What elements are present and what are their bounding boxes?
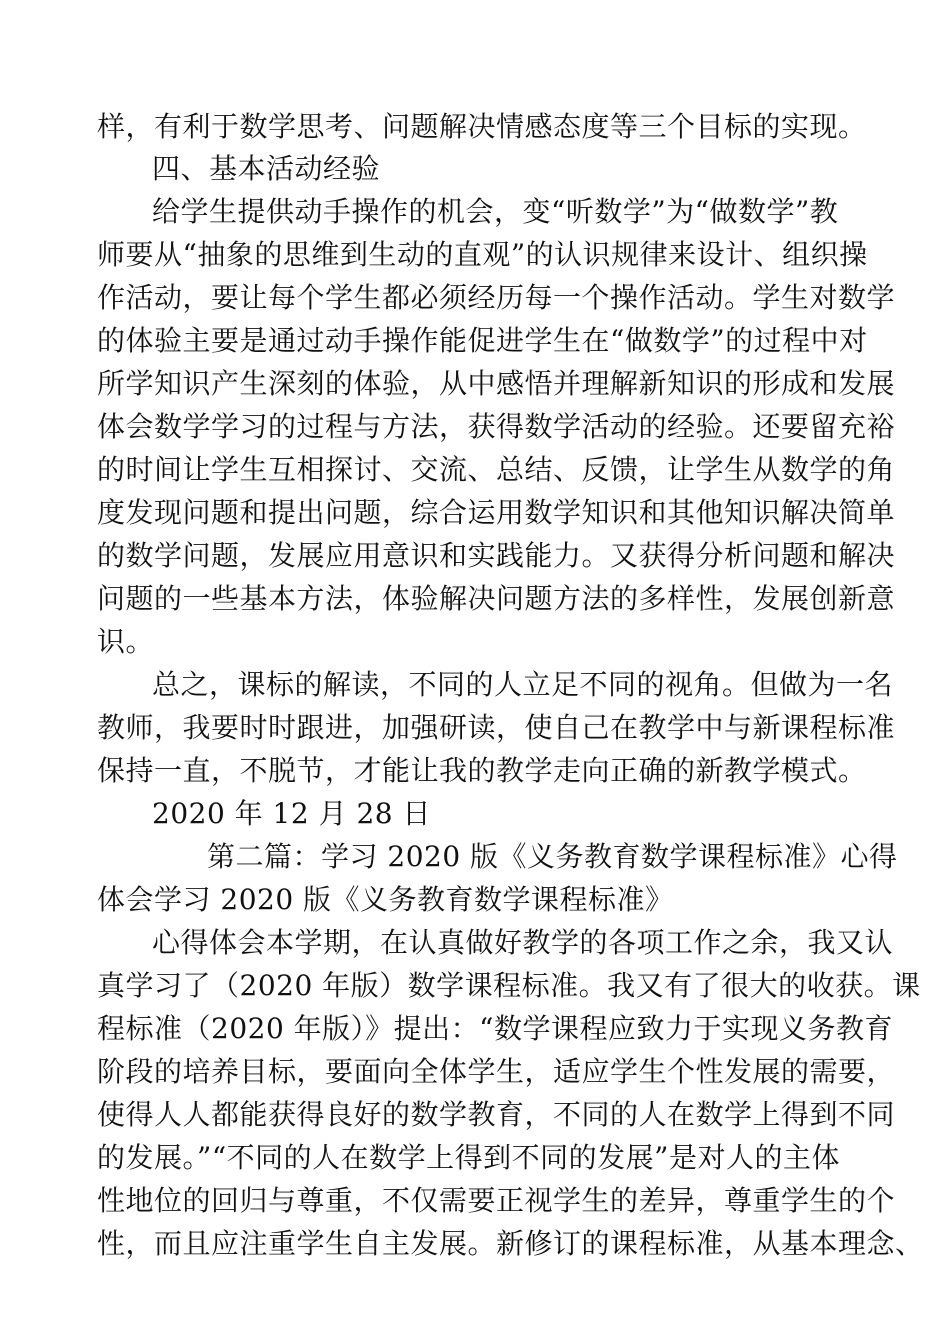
text-line: 心得体会本学期，在认真做好教学的各项工作之余，我又认	[152, 926, 894, 959]
text-line: 的发展。”“不同的人在数学上得到不同的发展”是对人的主体	[97, 1141, 840, 1174]
text-line: 总之，课标的解读，不同的人立足不同的视角。但做为一名	[152, 668, 894, 701]
text-line: 度发现问题和提出问题，综合运用数学知识和其他知识解决简单	[97, 496, 896, 529]
text-line: 的数学问题，发展应用意识和实践能力。又获得分析问题和解决	[97, 539, 896, 572]
section-heading: 四、基本活动经验	[152, 152, 381, 185]
text-line: 给学生提供动手操作的机会，变“听数学”为“做数学”教	[152, 195, 839, 228]
text-line: 识。	[97, 625, 155, 658]
text-line: 使得人人都能获得良好的数学教育，不同的人在数学上得到不同	[97, 1098, 896, 1131]
article-title-continued: 体会学习 2020 版《义务教育数学课程标准》	[97, 883, 674, 916]
text-line: 程标准（2020 年版）》提出：“数学课程应致力于实现义务教育	[97, 1012, 893, 1045]
text-line: 性地位的回归与尊重，不仅需要正视学生的差异，尊重学生的个	[97, 1184, 896, 1217]
text-line: 阶段的培养目标，要面向全体学生，适应学生个性发展的需要，	[97, 1055, 896, 1088]
text-line: 作活动，要让每个学生都必须经历每一个操作活动。学生对数学	[97, 281, 896, 314]
text-line: 保持一直，不脱节，才能让我的教学走向正确的新教学模式。	[97, 754, 867, 787]
text-line: 的时间让学生互相探讨、交流、总结、反馈，让学生从数学的角	[97, 453, 896, 486]
text-line: 所学知识产生深刻的体验，从中感悟并理解新知识的形成和发展	[97, 367, 896, 400]
text-line: 性，而且应注重学生自主发展。新修订的课程标准，从基本理念、	[97, 1227, 924, 1260]
text-line: 样，有利于数学思考、问题解决情感态度等三个目标的实现。	[97, 110, 867, 143]
text-line: 体会数学学习的过程与方法，获得数学活动的经验。还要留充裕	[97, 410, 896, 443]
article-title: 第二篇：学习 2020 版《义务教育数学课程标准》心得	[207, 840, 898, 873]
text-line: 教师，我要时时跟进，加强研读，使自己在教学中与新课程标准	[97, 711, 896, 744]
text-line: 的体验主要是通过动手操作能促进学生在“做数学”的过程中对	[97, 324, 868, 357]
text-line: 真学习了（2020 年版）数学课程标准。我又有了很大的收获。课	[97, 969, 921, 1002]
text-line: 师要从“抽象的思维到生动的直观”的认识规律来设计、组织操	[97, 238, 868, 271]
text-line: 问题的一些基本方法，体验解决问题方法的多样性，发展创新意	[97, 582, 896, 615]
date-line: 2020 年 12 月 28 日	[152, 797, 432, 830]
